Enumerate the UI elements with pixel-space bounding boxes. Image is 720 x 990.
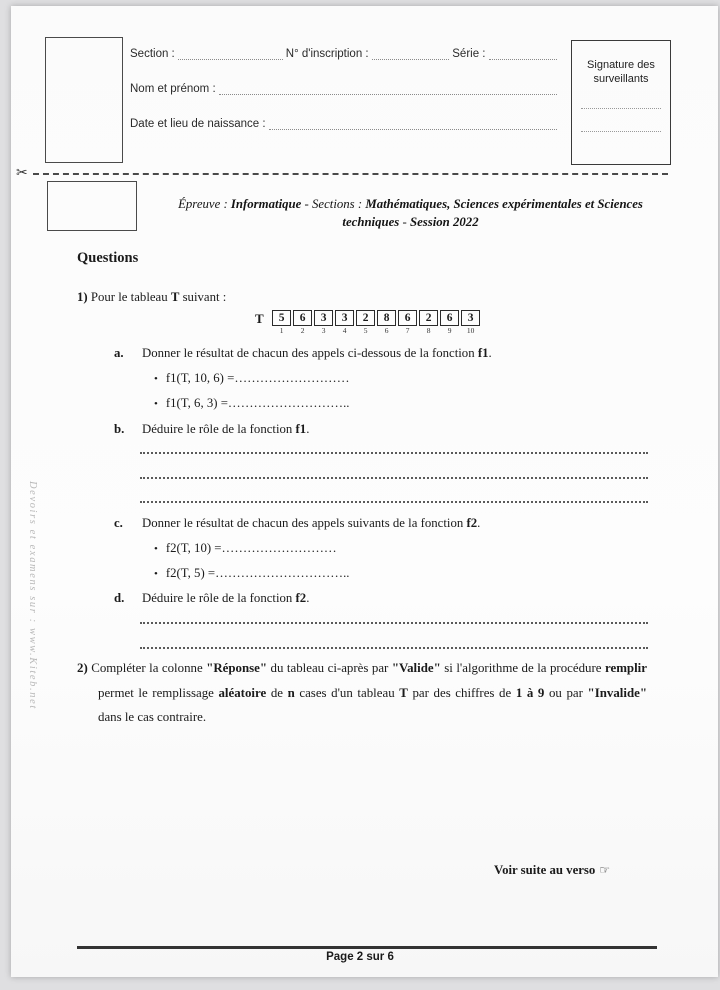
nom-label: Nom et prénom : [130, 83, 216, 95]
session-value: Session 2022 [409, 214, 479, 229]
q2-segment: par des chiffres de [407, 685, 516, 700]
q2-number: 2) [77, 661, 92, 675]
array-column [293, 310, 313, 335]
answer-line [140, 622, 648, 624]
q2-segment-bold: T [399, 685, 408, 700]
watermark: Devoirs et examens sur : www.Kiteb.net [27, 481, 38, 710]
item-c-after: . [477, 516, 481, 530]
inscription-dotted-line [372, 50, 450, 60]
item-c-letter: c. [114, 516, 123, 530]
naissance-label: Date et lieu de naissance : [130, 118, 266, 130]
bullet-icon: • [154, 543, 158, 555]
array-column [398, 310, 418, 335]
array-column [461, 310, 481, 335]
q2-segment: ou par [544, 685, 588, 700]
array-column [314, 310, 334, 335]
exam-title [158, 196, 663, 231]
q2-segment: Compléter la colonne [91, 661, 207, 675]
item-b-function: f1 [295, 422, 307, 436]
answer-line [140, 647, 648, 649]
nom-dotted-line [219, 85, 557, 95]
cut-line [33, 173, 668, 175]
answer-line [140, 501, 648, 503]
q1-intro-tail: suivant : [179, 290, 227, 304]
q2-segment-bold: "Réponse" [206, 661, 268, 675]
array-index: 5 [363, 325, 368, 335]
item-b-letter: b. [114, 422, 125, 436]
f2-call-1 [154, 541, 337, 556]
item-a-text [142, 346, 492, 361]
item-d-function: f2 [295, 591, 307, 605]
section-dotted-line [178, 50, 283, 60]
item-d-before: Déduire le rôle de la fonction [142, 591, 296, 605]
item-d-text [142, 591, 309, 606]
array-table [255, 310, 482, 335]
array-index: 1 [279, 325, 284, 335]
continue-text: Voir suite au verso [494, 863, 596, 877]
array-label: T [255, 311, 264, 326]
q1-intro-text: Pour le tableau [87, 290, 171, 304]
array-cell: 6 [293, 310, 312, 326]
epreuve-value: Informatique [230, 197, 302, 211]
footer-rule [77, 946, 657, 949]
item-b-after: . [306, 422, 310, 436]
array-cell: 8 [377, 310, 396, 326]
item-d-letter: d. [114, 591, 125, 605]
array-column [419, 310, 439, 335]
f2-call-1-text: f2(T, 10) =……………………… [165, 541, 337, 555]
signature-box-title: Signature des surveillants [587, 59, 655, 85]
item-b-before: Déduire le rôle de la fonction [142, 422, 296, 436]
title-separator: - [402, 214, 407, 229]
questions-heading: Questions [77, 250, 139, 266]
signature-box [571, 40, 671, 165]
q2-segment-bold: "Invalide" [587, 685, 647, 700]
signature-line [581, 131, 661, 132]
array-cells [272, 310, 482, 335]
array-index: 9 [447, 325, 452, 335]
f1-call-2-text: f1(T, 6, 3) =……………………….. [165, 396, 350, 410]
sections-value: Mathématiques, Sciences expérimentales et Sciences techniques [342, 197, 643, 229]
f1-call-1-text: f1(T, 10, 6) =……………………… [165, 371, 350, 385]
q1-number: 1) [77, 290, 88, 304]
array-index: 6 [384, 325, 389, 335]
q2-segment: permet le remplissage [98, 685, 219, 700]
array-cell: 2 [419, 310, 438, 326]
array-index: 3 [321, 325, 326, 335]
item-a-before: Donner le résultat de chacun des appels ci-dessous de la fonction [142, 346, 478, 360]
item-c-function: f2 [466, 516, 478, 530]
item-b-text [142, 422, 309, 437]
q2-paragraph [77, 656, 647, 730]
f1-call-1 [154, 371, 350, 386]
continue-notice [494, 863, 610, 878]
array-cell: 3 [461, 310, 480, 326]
candidate-photo-box [45, 37, 123, 163]
item-a-function: f1 [477, 346, 489, 360]
q1-intro [77, 290, 226, 305]
array-index: 8 [426, 325, 431, 335]
q2-segment-bold: remplir [604, 661, 647, 675]
array-column [272, 310, 292, 335]
q2-segment-bold: aléatoire [218, 685, 267, 700]
answer-line [140, 477, 648, 479]
array-column [356, 310, 376, 335]
array-cell: 3 [314, 310, 333, 326]
header-row-naissance [130, 118, 560, 130]
sections-label: Sections : [312, 197, 363, 211]
q2-segment: dans le cas contraire. [98, 710, 207, 724]
q2-segment: du tableau ci-après par [267, 661, 392, 675]
bullet-icon: • [154, 373, 158, 385]
array-index: 7 [405, 325, 410, 335]
bullet-icon: • [154, 568, 158, 580]
q2-segment-bold: "Valide" [391, 661, 441, 675]
item-c-text [142, 516, 480, 531]
array-column [440, 310, 460, 335]
scissors-icon: ✂ [16, 165, 28, 181]
signature-line [581, 108, 661, 109]
inscription-label: N° d'inscription : [285, 48, 369, 60]
array-cell: 2 [356, 310, 375, 326]
stamp-box [47, 181, 137, 231]
f1-call-2 [154, 396, 350, 411]
item-c-before: Donner le résultat de chacun des appels suivants de la fonction [142, 516, 467, 530]
array-index: 10 [466, 325, 475, 335]
section-label: Section : [130, 48, 175, 60]
header-row-section [130, 48, 560, 60]
header-row-nom [130, 83, 560, 95]
q2-segment: si l'algorithme de la procédure [440, 661, 605, 675]
array-column [335, 310, 355, 335]
answer-line [140, 452, 648, 454]
serie-label: Série : [452, 48, 486, 60]
f2-call-2 [154, 566, 350, 581]
title-separator: - [304, 197, 309, 211]
q1-intro-bold: T [170, 290, 180, 304]
f2-call-2-text: f2(T, 5) =………………………….. [165, 566, 350, 580]
q2-segment: de [266, 685, 288, 700]
array-cell: 3 [335, 310, 354, 326]
item-d-after: . [306, 591, 310, 605]
bullet-icon: • [154, 398, 158, 410]
serie-dotted-line [489, 50, 558, 60]
q2-segment-bold: 1 à 9 [515, 685, 545, 700]
q2-segment: cases d'un tableau [294, 685, 400, 700]
item-a-after: . [488, 346, 492, 360]
array-index: 2 [300, 325, 305, 335]
q2-segment-bold: n [287, 685, 295, 700]
array-cell: 5 [272, 310, 291, 326]
array-index: 4 [342, 325, 347, 335]
array-column [377, 310, 397, 335]
array-cell: 6 [398, 310, 417, 326]
item-a-letter: a. [114, 346, 124, 360]
page-number: Page 2 sur 6 [326, 951, 394, 963]
pointing-hand-icon: ☞ [599, 863, 611, 877]
array-cell: 6 [440, 310, 459, 326]
naissance-dotted-line [269, 120, 557, 130]
epreuve-label: Épreuve : [178, 197, 228, 211]
